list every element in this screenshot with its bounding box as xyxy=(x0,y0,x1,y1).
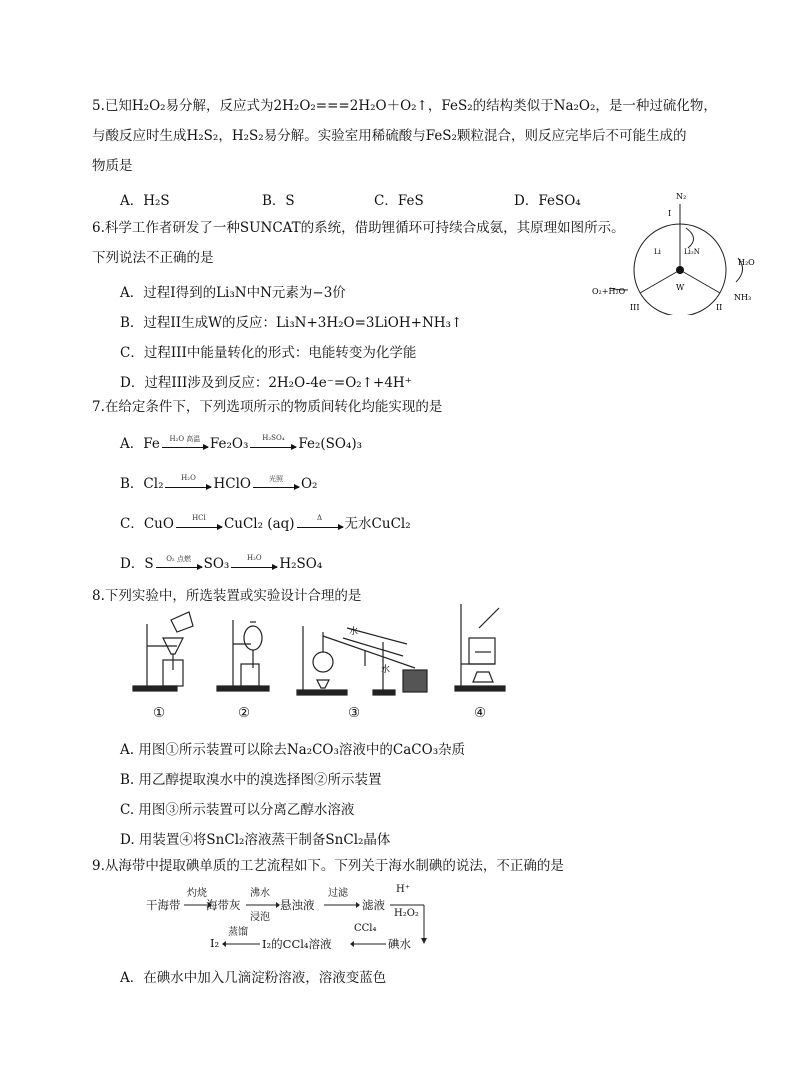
q7-c-label: C． xyxy=(120,516,144,532)
flow-dry-kelp: 干海带 xyxy=(146,898,181,912)
q8-apparatus-figures xyxy=(125,598,525,706)
q6-stem-line1: 6.科学工作者研发了一种SUNCAT的系统，借助锂循环可持续合成氨，其原理如图所示。 xyxy=(92,220,625,236)
flow-step-filter: 过滤 xyxy=(328,888,348,899)
flow-iodine-water: 碘水 xyxy=(388,937,411,951)
diagram-li3n: Li₃N xyxy=(684,248,700,256)
diagram-i: I xyxy=(668,209,672,218)
q8-fig-label-1: ① xyxy=(153,705,166,721)
flow-iodine: I₂ xyxy=(210,936,220,950)
flow-kelp-ash: 海带灰 xyxy=(206,898,241,912)
q6-option-b: B．过程II生成W的反应：Li₃N+3H₂O=3LiOH+NH₃↑ xyxy=(120,315,463,331)
q7-a-arrow1 xyxy=(162,434,208,452)
q7-d-cond1: O₂ 点燃 xyxy=(166,554,191,563)
q7-c-s1: CuO xyxy=(143,516,174,532)
q7-option-b xyxy=(120,472,317,492)
diagram-h2o: H₂O xyxy=(738,258,755,267)
flow-filtrate: 滤液 xyxy=(362,898,385,912)
q5-option-c: C．FeS xyxy=(374,193,424,209)
q7-a-label: A． xyxy=(120,436,144,452)
flow-step-soak: 浸泡 xyxy=(250,912,270,923)
q5-stem-line1: 5.已知H₂O₂易分解，反应式为2H₂O₂===2H₂O＋O₂↑，FeS₂的结构类似于Na₂O₂，是一种过硫化物， xyxy=(92,98,717,114)
q7-c-arrow2 xyxy=(297,513,343,532)
q8-option-b: B. 用乙醇提取溴水中的溴选择图②所示装置 xyxy=(120,772,382,788)
q7-b-cond2: 光照 xyxy=(268,474,283,483)
q8-fig-label-4: ④ xyxy=(474,705,487,721)
q5-stem-line3: 物质是 xyxy=(92,158,133,174)
q6-stem-line2: 下列说法不正确的是 xyxy=(92,250,214,266)
q7-b-label: B． xyxy=(120,476,144,492)
q7-c-s3: 无水CuCl₂ xyxy=(344,516,411,532)
q8-option-d: D. 用装置④将SnCl₂溶液蒸干制备SnCl₂晶体 xyxy=(120,832,391,848)
flow-step-burn: 灼烧 xyxy=(187,888,207,899)
flow-reagent-ccl4: CCl₄ xyxy=(354,923,377,934)
q7-option-a xyxy=(120,432,362,452)
q7-b-s3: O₂ xyxy=(300,476,318,492)
q5-stem-line2: 与酸反应时生成H₂S₂，H₂S₂易分解。实验室用稀硫酸与FeS₂颗粒混合，则反应完毕后不可能生成的 xyxy=(92,128,687,144)
q7-b-s1: Cl₂ xyxy=(143,476,164,492)
flow-iodine-ccl4-solution: I₂的CCl₄溶液 xyxy=(262,937,332,951)
apparatus-1-filtration xyxy=(133,612,193,691)
q9-stem: 9.从海带中提取碘单质的工艺流程如下。下列关于海水制碘的说法，不正确的是 xyxy=(92,858,564,874)
q5-option-d: D．FeSO₄ xyxy=(514,193,581,209)
q8-stem: 8.下列实验中，所选装置或实验设计合理的是 xyxy=(92,588,362,604)
q8-option-a: A. 用图①所示装置可以除去Na₂CO₃溶液中的CaCO₃杂质 xyxy=(120,742,466,758)
q7-a-s3: Fe₂(SO₄)₃ xyxy=(298,436,363,452)
q8-fig-label-3: ③ xyxy=(348,705,361,721)
diagram-w: W xyxy=(676,283,685,292)
q8-water-label-top: 水 xyxy=(349,627,359,637)
flow-suspension: 悬浊液 xyxy=(280,898,315,912)
diagram-iii: III xyxy=(630,303,640,312)
q7-c-cond1: HCl xyxy=(192,513,206,522)
q8-water-label-bottom: 水 xyxy=(381,665,391,675)
lithium-cycle-diagram xyxy=(588,190,768,315)
flow-arrow-5 xyxy=(350,935,386,949)
diagram-n2: N₂ xyxy=(676,192,687,201)
q7-a-cond1: H₂O 高温 xyxy=(169,434,201,443)
flow-step-distill: 蒸馏 xyxy=(228,927,248,938)
q7-c-cond2: Δ xyxy=(317,513,323,522)
q7-a-arrow2 xyxy=(250,433,296,452)
q7-b-arrow2 xyxy=(253,474,299,492)
q7-b-arrow1 xyxy=(165,473,211,492)
q7-b-cond1: H₂O xyxy=(181,473,196,482)
diagram-li: Li xyxy=(654,248,661,256)
q6-option-a: A．过程I得到的Li₃N中N元素为−3价 xyxy=(120,285,346,301)
q7-a-s2: Fe₂O₃ xyxy=(209,436,249,452)
q9-option-a: A．在碘水中加入几滴淀粉溶液，溶液变蓝色 xyxy=(120,970,387,986)
q7-d-arrow2 xyxy=(231,553,277,572)
q7-option-d xyxy=(120,552,322,572)
apparatus-4-evaporation xyxy=(455,604,505,691)
q7-c-arrow1 xyxy=(176,513,222,532)
q5-option-b: B．S xyxy=(262,193,295,209)
q5-option-a: A．H₂S xyxy=(120,193,170,209)
q7-b-s2: HClO xyxy=(213,476,251,492)
diagram-ii: II xyxy=(716,303,723,312)
q7-stem: 7.在给定条件下，下列选项所示的物质间转化均能实现的是 xyxy=(92,399,443,415)
q6-option-c: C．过程III中能量转化的形式：电能转变为化学能 xyxy=(120,345,417,361)
diagram-o2h2o: O₂+H₂O xyxy=(592,287,626,296)
q7-d-s3: H₂SO₄ xyxy=(279,556,323,572)
q8-fig-label-2: ② xyxy=(238,705,251,721)
q8-option-c: C. 用图③所示装置可以分离乙醇水溶液 xyxy=(120,802,355,818)
q6-option-d: D．过程III涉及到反应：2H₂O-4e⁻=O₂↑+4H⁺ xyxy=(120,375,412,391)
flow-reagent-h: H⁺ xyxy=(396,884,410,895)
q7-option-c xyxy=(120,512,411,532)
q7-d-label: D． xyxy=(120,556,145,572)
q7-d-s2: SO₃ xyxy=(203,556,230,572)
q7-d-arrow1 xyxy=(156,554,202,572)
diagram-nh3: NH₃ xyxy=(734,293,752,302)
apparatus-3-distillation xyxy=(297,626,427,695)
q7-a-cond2: H₂SO₄ xyxy=(262,433,285,442)
flow-step-boiling-water: 沸水 xyxy=(250,888,270,899)
q7-d-cond2: H₂O xyxy=(246,553,262,562)
apparatus-2-separatory-funnel xyxy=(217,620,269,691)
q7-c-s2: CuCl₂ (aq) xyxy=(223,516,295,532)
q7-d-s1: S xyxy=(144,556,154,572)
flow-reagent-h2o2: H₂O₂ xyxy=(394,908,419,919)
q7-a-s1: Fe xyxy=(143,436,160,452)
